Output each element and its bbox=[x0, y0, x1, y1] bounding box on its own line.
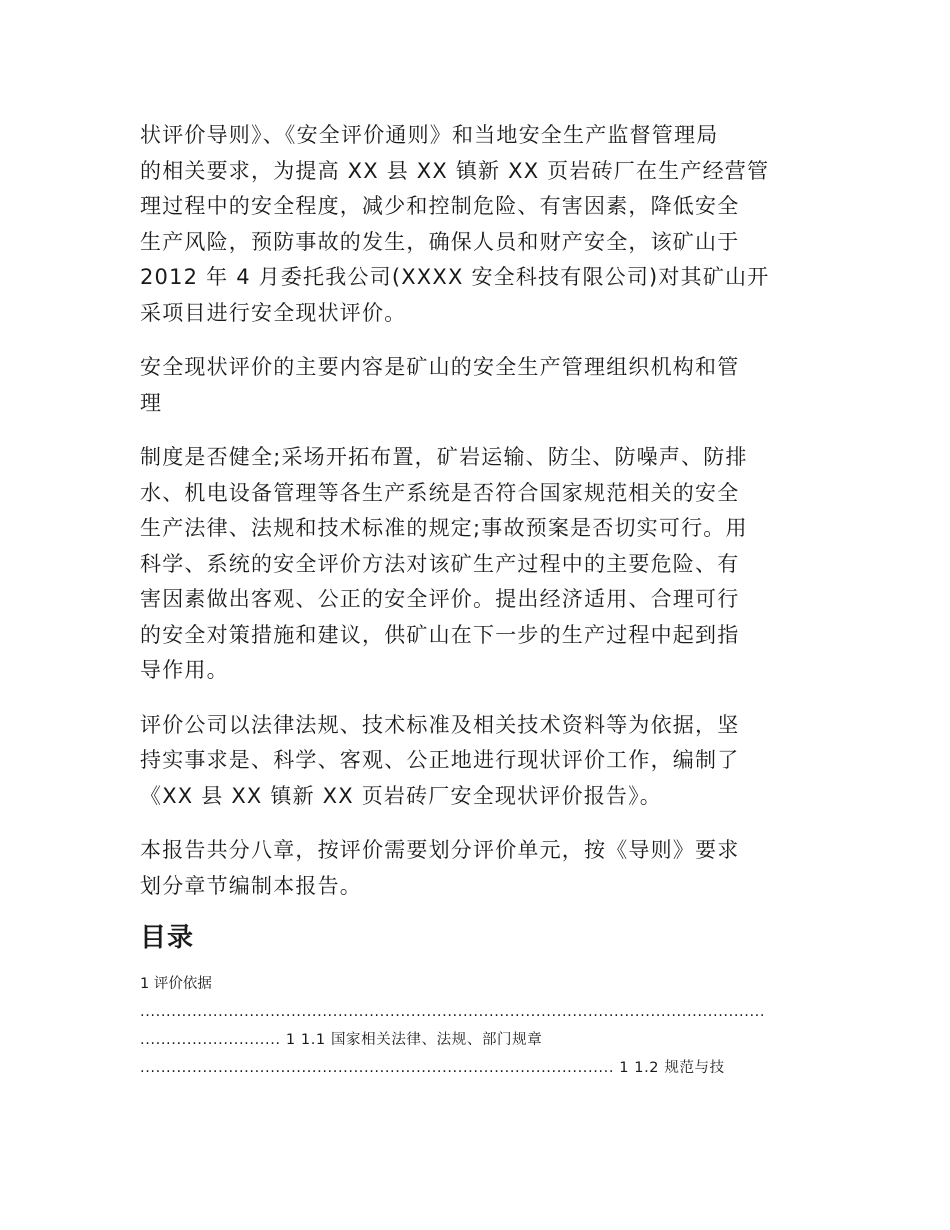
paragraph-intro bbox=[140, 118, 812, 331]
paragraph-system-check bbox=[140, 440, 812, 689]
text-line: 的安全对策措施和建议，供矿山在下一步的生产过程中起到指 bbox=[140, 622, 740, 647]
table-of-contents bbox=[140, 970, 812, 1082]
text-line: 持实事求是、科学、客观、公正地进行现状评价工作，编制了 bbox=[140, 748, 740, 772]
paragraph-basis bbox=[140, 708, 812, 815]
text-line: 的相关要求，为提高 XX 县 XX 镇新 XX 页岩砖厂在生产经营管 bbox=[140, 158, 770, 183]
toc-leader: ........................................................................................................................ bbox=[140, 1004, 766, 1020]
text-line: 理过程中的安全程度，减少和控制危险、有害因素，降低安全 bbox=[140, 194, 740, 218]
document-page bbox=[140, 118, 812, 1082]
text-line: 《XX 县 XX 镇新 XX 页岩砖厂安全现状评价报告》。 bbox=[140, 783, 662, 808]
toc-entry[interactable]: 1 评价依据 bbox=[140, 976, 212, 992]
text-line: 害因素做出客观、公正的安全评价。提出经济适用、合理可行 bbox=[140, 587, 740, 611]
text-line: 生产法律、法规和技术标准的规定;事故预案是否切实可行。用 bbox=[140, 516, 748, 540]
text-line: 状评价导则》、《安全评价通则》和当地安全生产监督管理局 bbox=[140, 123, 719, 147]
text-line: 制度是否健全;采场开拓布置，矿岩运输、防尘、防噪声、防排 bbox=[140, 445, 748, 469]
text-line: 本报告共分八章，按评价需要划分评价单元，按《导则》要求 bbox=[140, 838, 740, 862]
paragraph-main-content bbox=[140, 350, 812, 421]
text-line: 水、机电设备管理等各生产系统是否符合国家规范相关的安全 bbox=[140, 480, 740, 505]
text-line: 采项目进行安全现状评价。 bbox=[140, 300, 407, 325]
text-line: 科学、系统的安全评价方法对该矿生产过程中的主要危险、有 bbox=[140, 551, 740, 576]
toc-entry[interactable]: ........................... 1 1.1 国家相关法律、法规、部门规章 bbox=[140, 1032, 543, 1048]
toc-title: 目录 bbox=[140, 923, 195, 953]
text-line: 安全现状评价的主要内容是矿山的安全生产管理组织机构和管 bbox=[140, 355, 740, 379]
paragraph-structure bbox=[140, 833, 812, 904]
toc-entry[interactable]: ........................................................................................... 1 1.2 规范与技 bbox=[140, 1060, 725, 1076]
text-line: 划分章节编制本报告。 bbox=[140, 873, 362, 898]
text-line: 评价公司以法律法规、技术标准及相关技术资料等为依据，坚 bbox=[140, 712, 740, 737]
text-line: 生产风险，预防事故的发生，确保人员和财产安全，该矿山于 bbox=[140, 229, 740, 254]
text-line: 导作用。 bbox=[140, 658, 229, 682]
text-line: 2012 年 4 月委托我公司(XXXX 安全科技有限公司)对其矿山开 bbox=[140, 265, 770, 289]
text-line: 理 bbox=[140, 390, 163, 415]
